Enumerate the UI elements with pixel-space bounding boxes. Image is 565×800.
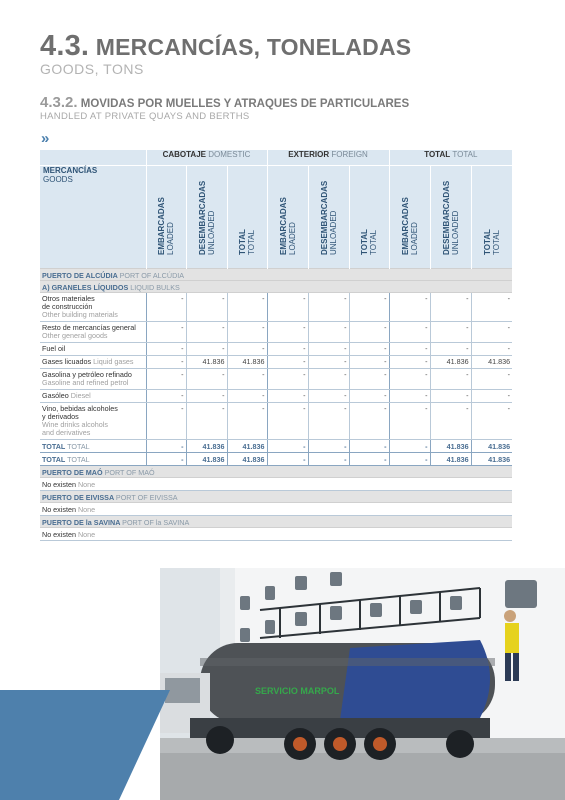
col-label-es: TOTAL: [360, 228, 370, 255]
value-cell: -: [430, 389, 471, 402]
value-cell: -: [267, 389, 308, 402]
value-cell: -: [389, 402, 430, 439]
row-label: [40, 389, 146, 402]
value-cell: -: [146, 389, 186, 402]
goods-header-es: MERCANCÍAS: [43, 165, 98, 175]
table-row: [40, 402, 512, 439]
value-cell: -: [267, 321, 308, 342]
col-total-loaded: [389, 165, 430, 268]
group-domestic: [146, 150, 267, 165]
total-value-cell: -: [267, 439, 308, 452]
row-label-en: Wine drinks alcohols and derivatives: [42, 419, 108, 437]
port-header: [40, 465, 512, 477]
value-cell: -: [146, 368, 186, 389]
row-label-en: Other building materials: [42, 309, 118, 319]
col-label-es: DESEMBARCADAS: [319, 180, 329, 255]
value-cell: -: [349, 368, 389, 389]
col-label-en: LOADED: [409, 221, 419, 255]
table-row: [40, 342, 512, 355]
section-title: [40, 94, 409, 111]
liquid-bulks-header: [40, 280, 512, 292]
total-value-cell: 41.836: [430, 439, 471, 452]
total-label-en: TOTAL: [67, 441, 90, 451]
row-label: [40, 402, 146, 439]
value-cell: -: [146, 402, 186, 439]
tank-label: SERVICIO MARPOL: [255, 686, 340, 696]
page-title-text: MERCANCÍAS, TONELADAS: [95, 34, 412, 60]
section-label: [40, 280, 512, 292]
goods-header-en: GOODS: [43, 174, 73, 184]
group-total: [389, 150, 512, 165]
value-cell: -: [227, 368, 267, 389]
page-title-number: 4.3.: [40, 30, 90, 62]
value-cell: -: [389, 292, 430, 321]
col-label-en: UNLOADED: [450, 210, 460, 255]
section-number: 4.3.2.: [40, 94, 78, 111]
row-label-en: Diesel: [70, 390, 91, 400]
table-row: [40, 368, 512, 389]
col-label-es: EMBARCADAS: [400, 196, 410, 255]
port-name-en: PORT OF la SAVINA: [122, 517, 190, 527]
col-total-unloaded: [430, 165, 471, 268]
col-label-en: TOTAL: [491, 229, 501, 255]
col-domestic-unloaded: [186, 165, 227, 268]
no-data-label: [40, 527, 512, 540]
total-value-cell: 41.836: [227, 439, 267, 452]
column-header-row: [40, 165, 512, 268]
value-cell: -: [349, 402, 389, 439]
no-data-row: [40, 527, 512, 540]
value-cell: -: [227, 321, 267, 342]
row-label-es: Otros materiales de construcción: [42, 293, 95, 311]
port-name-en: PORT OF ALCÚDIA: [119, 270, 185, 280]
value-cell: -: [471, 389, 512, 402]
section-subtitle: HANDLED AT PRIVATE QUAYS AND BERTHS: [40, 111, 250, 122]
table-row: [40, 389, 512, 402]
row-label: [40, 355, 146, 368]
goods-table: [40, 150, 512, 541]
col-label-es: TOTAL: [482, 228, 492, 255]
value-cell: -: [308, 368, 349, 389]
no-data-en: None: [77, 529, 96, 539]
section-title-text: MOVIDAS POR MUELLES Y ATRAQUES DE PARTICULARES: [80, 98, 410, 110]
value-cell: -: [430, 292, 471, 321]
value-cell: -: [308, 389, 349, 402]
no-data-row: [40, 477, 512, 490]
total-value-cell: 41.836: [471, 452, 512, 465]
value-cell: -: [471, 321, 512, 342]
no-data-es: No existen: [42, 479, 76, 489]
value-cell: -: [146, 355, 186, 368]
col-label-en: LOADED: [166, 221, 175, 255]
col-foreign-total: [349, 165, 389, 268]
port-name-es: PUERTO DE EIVISSA: [42, 492, 114, 502]
value-cell: 41.836: [430, 355, 471, 368]
value-cell: -: [389, 321, 430, 342]
value-cell: -: [471, 342, 512, 355]
section-header: [40, 94, 409, 122]
no-data-label: [40, 502, 512, 515]
section-label: [40, 465, 512, 477]
port-name-en: PORT OF EIVISSA: [115, 492, 178, 502]
value-cell: -: [471, 292, 512, 321]
value-cell: -: [349, 389, 389, 402]
value-cell: 41.836: [227, 355, 267, 368]
total-label-es: TOTAL: [42, 454, 66, 464]
row-label-es: Gasolina y petróleo refinado: [42, 369, 132, 379]
total-label: [40, 452, 146, 465]
col-label-es: EMBARCADAS: [157, 196, 166, 255]
category-es: A) GRANELES LÍQUIDOS: [42, 282, 129, 292]
total-value-cell: -: [349, 439, 389, 452]
total-row: [40, 439, 512, 452]
value-cell: -: [186, 292, 227, 321]
port-name-es: PUERTO DE ALCÚDIA: [42, 270, 118, 280]
total-value-cell: 41.836: [186, 452, 227, 465]
row-label: [40, 342, 146, 355]
blank-header: [40, 150, 146, 165]
row-label-es: Gasóleo: [42, 390, 69, 400]
value-cell: -: [146, 292, 186, 321]
value-cell: -: [267, 342, 308, 355]
port-header: [40, 490, 512, 502]
table-row: [40, 292, 512, 321]
value-cell: -: [186, 368, 227, 389]
value-cell: -: [430, 342, 471, 355]
no-data-en: None: [77, 504, 96, 514]
no-data-label: [40, 477, 512, 490]
photo-illustration: [160, 568, 565, 800]
total-label-en: TOTAL: [67, 454, 90, 464]
col-label-es: TOTAL: [238, 228, 248, 255]
value-cell: 41.836: [186, 355, 227, 368]
table-row: [40, 321, 512, 342]
total-row: [40, 452, 512, 465]
group-domestic-en: DOMESTIC: [208, 150, 251, 159]
value-cell: -: [267, 292, 308, 321]
row-label-en: Liquid gases: [93, 356, 134, 366]
group-foreign: [267, 150, 389, 165]
category-en: LIQUID BULKS: [130, 282, 180, 292]
port-name-es: PUERTO DE la SAVINA: [42, 517, 121, 527]
row-label-es: Resto de mercancías general: [42, 322, 136, 332]
col-label-en: LOADED: [287, 221, 297, 255]
total-value-cell: -: [389, 439, 430, 452]
value-cell: -: [186, 402, 227, 439]
page-header: [40, 30, 411, 77]
port-alcudia-header: [40, 268, 512, 280]
col-label-en: TOTAL: [247, 229, 257, 255]
value-cell: -: [186, 321, 227, 342]
col-foreign-loaded: [267, 165, 308, 268]
col-domestic-total: [227, 165, 267, 268]
value-cell: -: [146, 342, 186, 355]
col-total-total: [471, 165, 512, 268]
value-cell: -: [227, 342, 267, 355]
page-subtitle: GOODS, TONS: [40, 61, 144, 77]
value-cell: -: [430, 321, 471, 342]
table-body: [40, 268, 512, 540]
value-cell: -: [227, 292, 267, 321]
section-label: [40, 490, 512, 502]
col-label-es: DESEMBARCADAS: [197, 180, 207, 255]
no-data-es: No existen: [42, 529, 76, 539]
total-value-cell: -: [389, 452, 430, 465]
group-header-row: [40, 150, 512, 165]
value-cell: -: [349, 292, 389, 321]
group-total-es: TOTAL: [424, 150, 451, 159]
row-label-es: Gases licuados: [42, 356, 92, 366]
value-cell: -: [186, 342, 227, 355]
total-value-cell: -: [146, 452, 186, 465]
value-cell: -: [227, 402, 267, 439]
total-value-cell: -: [349, 452, 389, 465]
col-label-en: TOTAL: [369, 229, 379, 255]
value-cell: -: [308, 355, 349, 368]
value-cell: -: [267, 355, 308, 368]
col-label-en: UNLOADED: [328, 210, 338, 255]
port-name-en: PORT OF MAÓ: [104, 467, 155, 477]
no-data-en: None: [77, 479, 96, 489]
group-foreign-en: FOREIGN: [331, 150, 368, 159]
tanker-truck-photo: [160, 568, 565, 800]
total-value-cell: -: [146, 439, 186, 452]
value-cell: -: [267, 368, 308, 389]
value-cell: 41.836: [471, 355, 512, 368]
row-label: [40, 321, 146, 342]
value-cell: -: [349, 355, 389, 368]
port-name-es: PUERTO DE MAÓ: [42, 467, 103, 477]
no-data-row: [40, 502, 512, 515]
total-value-cell: 41.836: [430, 452, 471, 465]
value-cell: -: [227, 389, 267, 402]
total-label-es: TOTAL: [42, 441, 66, 451]
row-label-en: Gasoline and refined petrol: [42, 377, 129, 387]
total-label: [40, 439, 146, 452]
value-cell: -: [430, 368, 471, 389]
value-cell: -: [389, 342, 430, 355]
row-label-en: Other general goods: [42, 330, 108, 340]
col-label-en: UNLOADED: [206, 210, 216, 255]
value-cell: -: [389, 368, 430, 389]
value-cell: -: [308, 292, 349, 321]
value-cell: -: [471, 368, 512, 389]
section-label: [40, 268, 512, 280]
total-value-cell: 41.836: [186, 439, 227, 452]
group-domestic-es: CABOTAJE: [162, 150, 206, 159]
total-value-cell: -: [308, 452, 349, 465]
total-value-cell: -: [308, 439, 349, 452]
row-label-es: Vino, bebidas alcoholes y derivados: [42, 403, 118, 421]
col-label-es: DESEMBARCADAS: [441, 180, 451, 255]
value-cell: -: [389, 389, 430, 402]
total-value-cell: 41.836: [471, 439, 512, 452]
value-cell: -: [308, 321, 349, 342]
group-foreign-es: EXTERIOR: [288, 150, 330, 159]
value-cell: -: [267, 402, 308, 439]
value-cell: -: [349, 342, 389, 355]
value-cell: -: [186, 389, 227, 402]
value-cell: -: [308, 342, 349, 355]
table-row: [40, 355, 512, 368]
row-label: [40, 292, 146, 321]
goods-header: [40, 165, 146, 268]
col-foreign-unloaded: [308, 165, 349, 268]
value-cell: -: [430, 402, 471, 439]
double-chevron-icon: »: [41, 130, 48, 147]
section-label: [40, 515, 512, 527]
col-domestic-loaded: [146, 165, 186, 268]
value-cell: -: [308, 402, 349, 439]
row-label: [40, 368, 146, 389]
decorative-corner-shape: [0, 690, 170, 800]
group-total-en: TOTAL: [452, 150, 478, 159]
value-cell: -: [146, 321, 186, 342]
value-cell: -: [471, 402, 512, 439]
total-value-cell: 41.836: [227, 452, 267, 465]
page-title: [40, 30, 411, 63]
no-data-es: No existen: [42, 504, 76, 514]
row-label-es: Fuel oil: [42, 343, 66, 353]
total-value-cell: -: [267, 452, 308, 465]
port-header: [40, 515, 512, 527]
value-cell: -: [389, 355, 430, 368]
value-cell: -: [349, 321, 389, 342]
col-label-es: EMBARCADAS: [278, 196, 288, 255]
